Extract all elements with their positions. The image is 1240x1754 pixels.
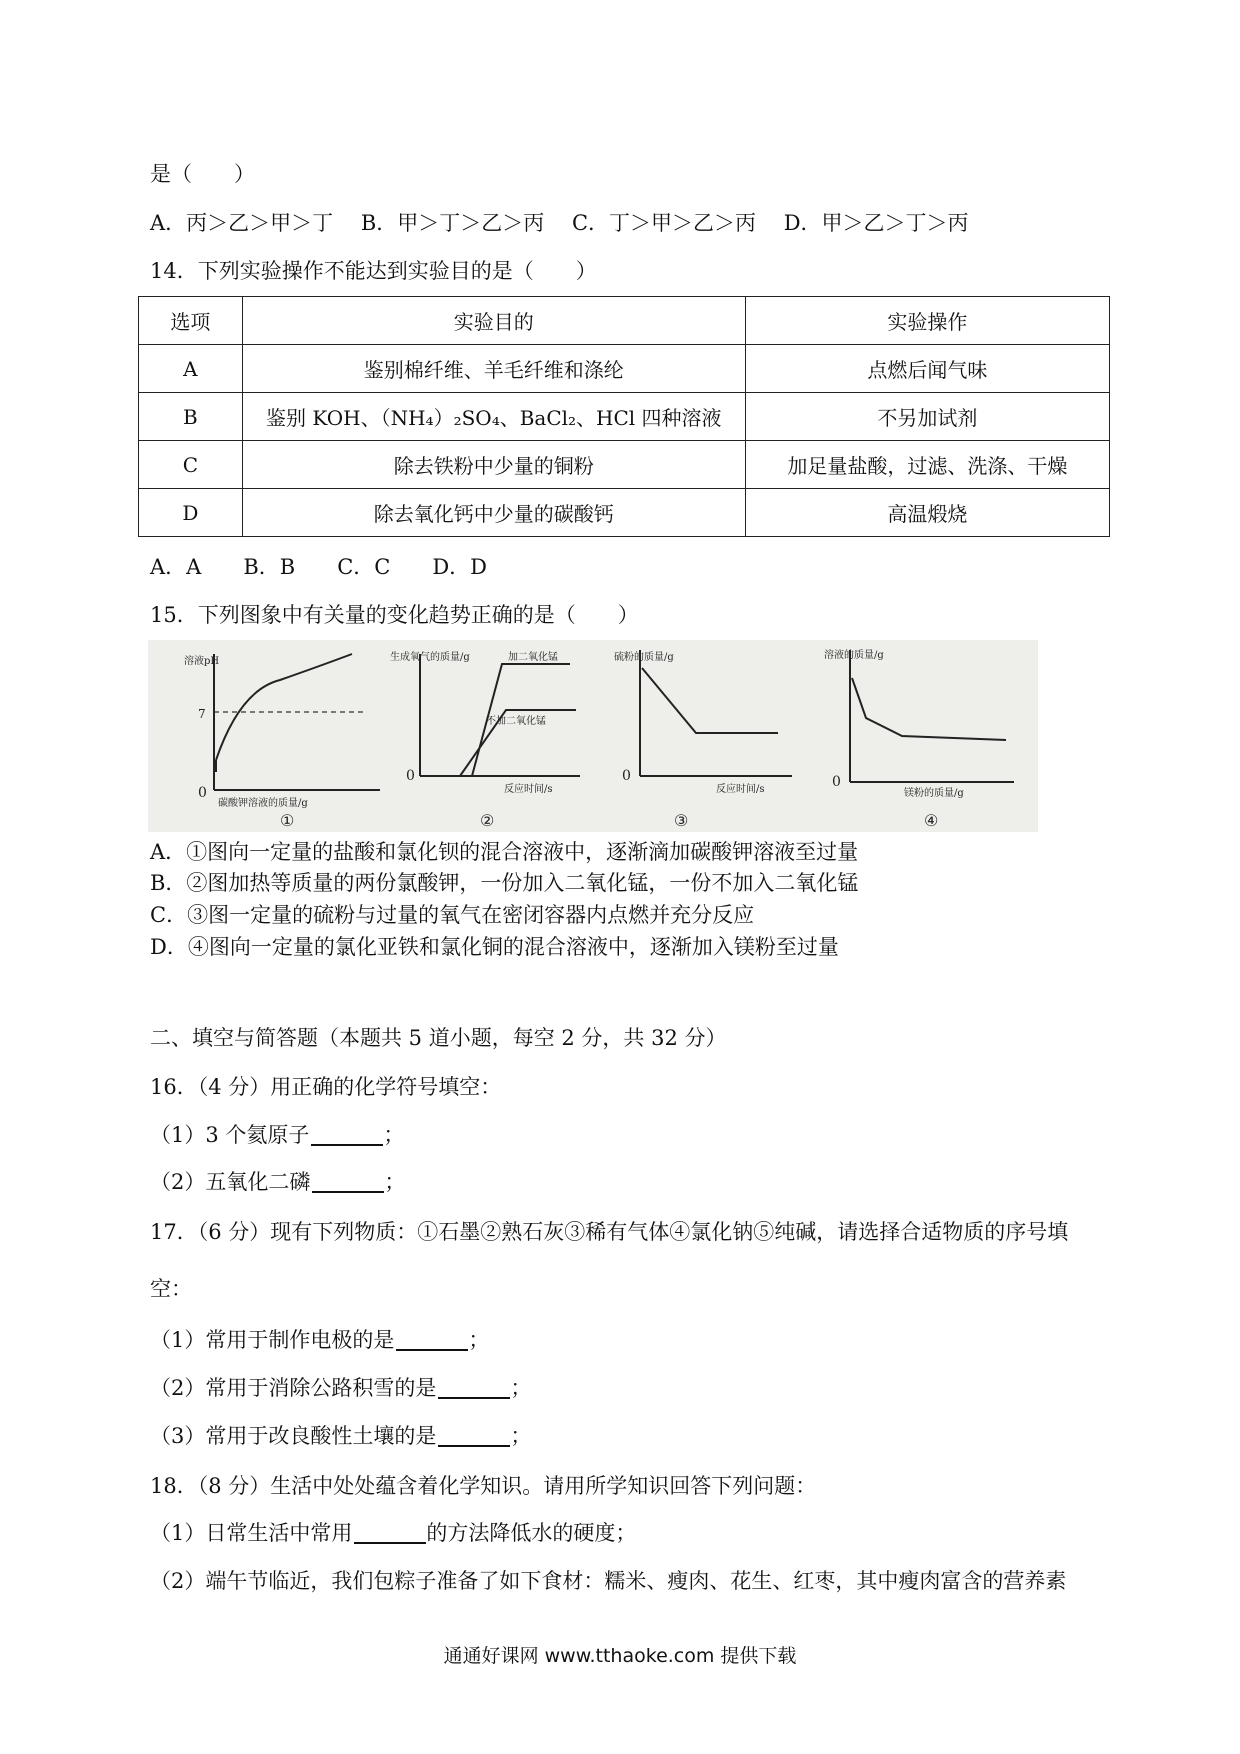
table-row [139,393,1110,441]
answer-blank[interactable] [438,1375,510,1399]
table-header-cell: 实验操作 [745,297,1109,345]
figure-ylabel: 溶液pH [184,656,220,667]
table-cell: 鉴别棉纤维、羊毛纤维和涤纶 [242,345,745,393]
question-text: （1）日常生活中常用 [150,1521,353,1545]
figure-number: ② [480,811,495,830]
question-17-item-1 [150,1326,489,1354]
question-15-figures [148,640,1038,832]
table-cell: 加足量盐酸，过滤、洗涤、干燥 [745,441,1109,489]
question-16-item-2 [150,1168,405,1196]
question-17-item-2 [150,1374,531,1402]
figure-ylabel: 生成氧气的质量/g [390,652,470,663]
figure-3 [596,640,816,832]
table-cell: 不另加试剂 [745,393,1109,441]
figure-origin: 0 [622,768,631,784]
question-16-item-1 [150,1121,404,1149]
figure-ylabel: 硫粉的质量/g [614,652,674,663]
table-cell: C [139,441,243,489]
question-13-options: A．丙＞乙＞甲＞丁 B．甲＞丁＞乙＞丙 C．丁＞甲＞乙＞丙 D．甲＞乙＞丁＞丙 [150,211,969,235]
answer-blank[interactable] [312,1169,384,1193]
table-cell: B [139,393,243,441]
question-text: （3）常用于改良酸性土壤的是 [150,1424,437,1448]
question-17-stem: 17．（6 分）现有下列物质：①石墨②熟石灰③稀有气体④氯化钠⑤纯碱，请选择合适物质的序号填 [150,1220,1069,1244]
answer-blank[interactable] [354,1520,426,1544]
question-15-option-c: C．③图一定量的硫粉与过量的氧气在密闭容器内点燃并充分反应 [150,903,755,927]
table-cell: 鉴别 KOH、（NH₄）₂SO₄、BaCl₂、HCl 四种溶液 [242,393,745,441]
table-cell: 除去氧化钙中少量的碳酸钙 [242,489,745,537]
figure-number: ① [280,811,295,830]
figure-xlabel: 反应时间/s [716,784,765,795]
figure-2 [380,640,600,832]
question-text: （2）五氧化二磷 [150,1170,311,1194]
table-row [139,489,1110,537]
question-18-item-1 [150,1519,636,1547]
question-17-stem-cont: 空： [150,1277,192,1301]
punctuation: ； [383,1123,405,1147]
figure-tick-7: 7 [198,707,206,721]
question-14-options: A．A B．B C．C D．D [150,555,488,579]
table-row [139,345,1110,393]
section-2-heading: 二、填空与简答题（本题共 5 道小题，每空 2 分，共 32 分） [150,1026,727,1050]
question-18-item-2: （2）端午节临近，我们包粽子准备了如下食材：糯米、瘦肉、花生、红枣，其中瘦肉富含的营养素 [150,1569,1067,1593]
question-15-stem: 15．下列图象中有关量的变化趋势正确的是（ ） [150,603,639,627]
table-cell: D [139,489,243,537]
figure-line-label: 不加二氧化锰 [486,716,546,727]
answer-blank[interactable] [311,1122,383,1146]
figure-number: ④ [924,811,939,830]
table-header-row [139,297,1110,345]
punctuation: ； [384,1170,406,1194]
figure-ylabel: 溶液的质量/g [824,650,884,661]
figure-4 [814,640,1034,832]
question-17-item-3 [150,1422,531,1450]
question-18-stem: 18．（8 分）生活中处处蕴含着化学知识。请用所学知识回答下列问题： [150,1474,817,1498]
table-header-cell: 实验目的 [242,297,745,345]
punctuation: ； [510,1424,532,1448]
figure-origin: 0 [198,785,207,801]
question-13-tail: 是（ ） [150,162,255,186]
table-cell: A [139,345,243,393]
question-15-option-a: A．①图向一定量的盐酸和氯化钡的混合溶液中，逐渐滴加碳酸钾溶液至过量 [150,840,859,864]
figure-origin: 0 [406,768,415,784]
figure-xlabel: 碳酸钾溶液的质量/g [218,798,308,809]
figure-xlabel: 反应时间/s [504,784,553,795]
table-cell: 点燃后闻气味 [745,345,1109,393]
question-14-stem: 14．下列实验操作不能达到实验目的是（ ） [150,259,597,283]
figure-line-label: 加二氧化锰 [508,652,558,663]
question-15-option-b: B．②图加热等质量的两份氯酸钾，一份加入二氧化锰，一份不加入二氧化锰 [150,871,859,895]
figure-number: ③ [674,811,689,830]
answer-blank[interactable] [396,1327,468,1351]
experiment-table [138,296,1110,537]
punctuation: ； [468,1328,490,1352]
answer-blank[interactable] [438,1423,510,1447]
table-row [139,441,1110,489]
table-header-cell: 选项 [139,297,243,345]
punctuation: ； [510,1376,532,1400]
question-15-option-d: D．④图向一定量的氯化亚铁和氯化铜的混合溶液中，逐渐加入镁粉至过量 [150,935,839,959]
table-cell: 除去铁粉中少量的铜粉 [242,441,745,489]
question-text: 的方法降低水的硬度； [426,1521,637,1545]
question-text: （1）常用于制作电极的是 [150,1328,395,1352]
figure-origin: 0 [832,774,841,790]
question-16-stem: 16．（4 分）用正确的化学符号填空： [150,1075,502,1099]
figure-xlabel: 镁粉的质量/g [904,788,964,799]
question-text: （1）3 个氦原子 [150,1123,310,1147]
question-text: （2）常用于消除公路积雪的是 [150,1376,437,1400]
figure-1 [170,640,390,832]
table-cell: 高温煅烧 [745,489,1109,537]
page-footer: 通通好课网 www.tthaoke.com 提供下载 [443,1645,797,1667]
